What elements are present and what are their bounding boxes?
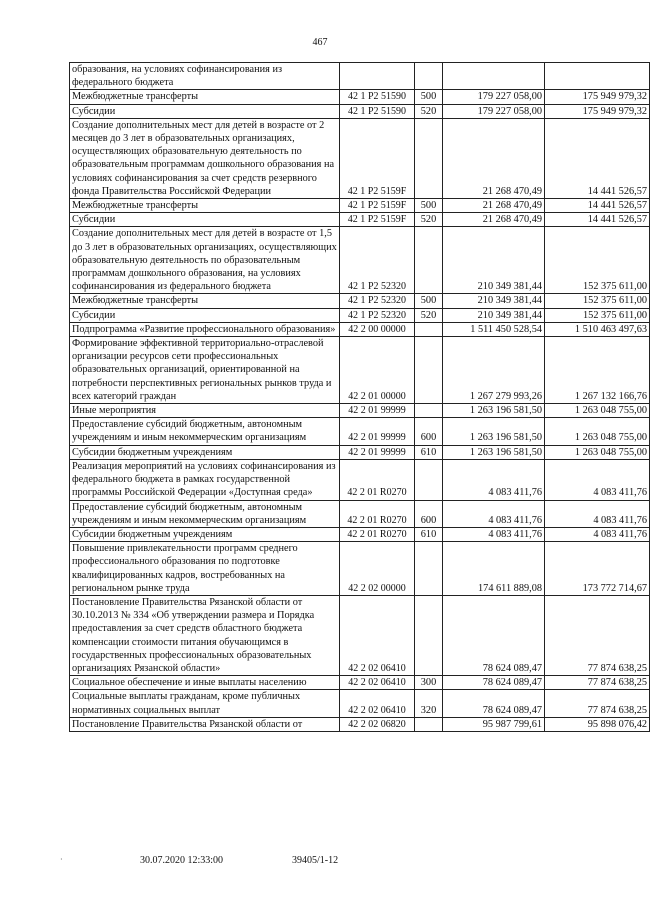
footer-date: 30.07.2020 12:33:00 (140, 855, 224, 866)
row-code-cell: 42 2 01 R0270 (340, 459, 415, 500)
row-amount-planned-cell: 1 263 196 581,50 (443, 404, 545, 418)
row-name-cell: Повышение привлекательности программ среднего профессионального образования по подготовке квалифицированных кадров, востребованных на региональном рынке труда (70, 542, 340, 596)
row-amount-actual-cell: 77 874 638,25 (545, 690, 650, 717)
row-expense-type-cell: 610 (415, 527, 443, 541)
row-amount-actual-cell: 4 083 411,76 (545, 527, 650, 541)
row-name-cell: Создание дополнительных мест для детей в возрасте от 1,5 до 3 лет в образовательных организациях, осуществляющих образовательную деятельность по образовательным программам дошкольного образования, на условиях софинансирования из федерального бюджета (70, 227, 340, 294)
row-expense-type-cell (415, 118, 443, 198)
row-amount-actual-cell: 14 441 526,57 (545, 118, 650, 198)
row-expense-type-cell (415, 595, 443, 675)
row-expense-type-cell: 500 (415, 294, 443, 308)
table-row (70, 199, 650, 213)
row-name-cell: Субсидии (70, 213, 340, 227)
row-expense-type-cell: 500 (415, 199, 443, 213)
row-code-cell: 42 2 01 99999 (340, 404, 415, 418)
row-expense-type-cell: 320 (415, 690, 443, 717)
table-row (70, 717, 650, 731)
row-amount-actual-cell: 14 441 526,57 (545, 199, 650, 213)
table-row (70, 104, 650, 118)
row-code-cell: 42 1 P2 52320 (340, 294, 415, 308)
row-code-cell: 42 1 P2 5159F (340, 199, 415, 213)
row-name-cell: Межбюджетные трансферты (70, 199, 340, 213)
row-amount-actual-cell: 152 375 611,00 (545, 294, 650, 308)
row-amount-planned-cell: 95 987 799,61 (443, 717, 545, 731)
table-row (70, 118, 650, 198)
row-code-cell: 42 1 P2 51590 (340, 90, 415, 104)
row-name-cell: Предоставление субсидий бюджетным, автономным учреждениям и иным некоммерческим организациям (70, 418, 340, 445)
row-expense-type-cell (415, 404, 443, 418)
row-amount-actual-cell: 152 375 611,00 (545, 308, 650, 322)
row-code-cell: 42 2 02 06820 (340, 717, 415, 731)
row-expense-type-cell: 520 (415, 213, 443, 227)
table-row (70, 322, 650, 336)
row-expense-type-cell: 520 (415, 308, 443, 322)
row-amount-planned-cell: 174 611 889,08 (443, 542, 545, 596)
row-amount-actual-cell: 77 874 638,25 (545, 676, 650, 690)
row-expense-type-cell (415, 322, 443, 336)
row-amount-actual-cell: 175 949 979,32 (545, 90, 650, 104)
footer-document-number: 39405/1-12 (292, 855, 339, 866)
row-amount-planned-cell: 21 268 470,49 (443, 199, 545, 213)
table-body (70, 63, 650, 732)
row-code-cell: 42 2 01 R0270 (340, 500, 415, 527)
row-amount-planned-cell: 78 624 089,47 (443, 690, 545, 717)
row-name-cell: Межбюджетные трансферты (70, 90, 340, 104)
row-name-cell: Социальные выплаты гражданам, кроме публичных нормативных социальных выплат (70, 690, 340, 717)
table-row (70, 308, 650, 322)
row-amount-planned-cell: 179 227 058,00 (443, 90, 545, 104)
row-amount-planned-cell: 21 268 470,49 (443, 213, 545, 227)
row-expense-type-cell (415, 337, 443, 404)
row-expense-type-cell: 600 (415, 500, 443, 527)
row-code-cell (340, 63, 415, 90)
table-row (70, 63, 650, 90)
row-code-cell: 42 2 01 99999 (340, 445, 415, 459)
row-name-cell: Социальное обеспечение и иные выплаты населению (70, 676, 340, 690)
row-name-cell: Субсидии бюджетным учреждениям (70, 445, 340, 459)
row-code-cell: 42 2 02 00000 (340, 542, 415, 596)
row-code-cell: 42 2 02 06410 (340, 595, 415, 675)
row-amount-actual-cell: 1 510 463 497,63 (545, 322, 650, 336)
row-expense-type-cell (415, 227, 443, 294)
row-amount-actual-cell: 152 375 611,00 (545, 227, 650, 294)
table-row (70, 527, 650, 541)
row-amount-actual-cell: 14 441 526,57 (545, 213, 650, 227)
row-amount-planned-cell: 210 349 381,44 (443, 308, 545, 322)
row-amount-planned-cell: 1 511 450 528,54 (443, 322, 545, 336)
row-code-cell: 42 1 P2 52320 (340, 308, 415, 322)
row-amount-planned-cell: 1 263 196 581,50 (443, 445, 545, 459)
row-amount-planned-cell: 78 624 089,47 (443, 595, 545, 675)
row-amount-actual-cell: 173 772 714,67 (545, 542, 650, 596)
table-row (70, 459, 650, 500)
row-code-cell: 42 2 01 R0270 (340, 527, 415, 541)
row-name-cell: Создание дополнительных мест для детей в возрасте от 2 месяцев до 3 лет в образовательных организациях, осуществляющих образовательную деятельность по образовательным программам дошкольного образования на условиях софинансирования за счет средств резервного фонда Правительства Российской Федерации (70, 118, 340, 198)
row-amount-actual-cell: 77 874 638,25 (545, 595, 650, 675)
row-amount-actual-cell: 1 267 132 166,76 (545, 337, 650, 404)
row-name-cell: Иные мероприятия (70, 404, 340, 418)
row-code-cell: 42 1 P2 52320 (340, 227, 415, 294)
row-amount-planned-cell: 78 624 089,47 (443, 676, 545, 690)
row-code-cell: 42 2 02 06410 (340, 690, 415, 717)
row-amount-actual-cell (545, 63, 650, 90)
table-row (70, 595, 650, 675)
row-name-cell: образования, на условиях софинансирования из федерального бюджета (70, 63, 340, 90)
row-amount-planned-cell: 21 268 470,49 (443, 118, 545, 198)
row-amount-actual-cell: 4 083 411,76 (545, 500, 650, 527)
table-row (70, 404, 650, 418)
table-row (70, 294, 650, 308)
row-amount-actual-cell: 1 263 048 755,00 (545, 404, 650, 418)
row-amount-planned-cell: 4 083 411,76 (443, 459, 545, 500)
row-code-cell: 42 2 02 06410 (340, 676, 415, 690)
row-amount-actual-cell: 175 949 979,32 (545, 104, 650, 118)
row-code-cell: 42 2 01 99999 (340, 418, 415, 445)
row-expense-type-cell (415, 717, 443, 731)
row-amount-actual-cell: 4 083 411,76 (545, 459, 650, 500)
row-expense-type-cell (415, 459, 443, 500)
row-name-cell: Субсидии бюджетным учреждениям (70, 527, 340, 541)
row-amount-planned-cell: 179 227 058,00 (443, 104, 545, 118)
row-amount-planned-cell: 1 263 196 581,50 (443, 418, 545, 445)
row-code-cell: 42 1 P2 5159F (340, 213, 415, 227)
row-name-cell: Подпрограмма «Развитие профессионального образования» (70, 322, 340, 336)
row-amount-actual-cell: 95 898 076,42 (545, 717, 650, 731)
row-expense-type-cell: 500 (415, 90, 443, 104)
row-amount-actual-cell: 1 263 048 755,00 (545, 445, 650, 459)
row-name-cell: Субсидии (70, 308, 340, 322)
row-expense-type-cell: 600 (415, 418, 443, 445)
row-expense-type-cell: 300 (415, 676, 443, 690)
table-row (70, 445, 650, 459)
table-row (70, 337, 650, 404)
row-name-cell: Постановление Правительства Рязанской области от 30.10.2013 № 334 «Об утверждении размера и Порядка предоставления за счет средств областного бюджета компенсации стоимости питания обучающимся в государственных профессиональных образовательных организациях Рязанской области» (70, 595, 340, 675)
table-row (70, 542, 650, 596)
row-name-cell: Реализация мероприятий на условиях софинансирования из федерального бюджета в рамках государственной программы Российской Федерации «Доступная среда» (70, 459, 340, 500)
row-expense-type-cell: 610 (415, 445, 443, 459)
row-amount-planned-cell (443, 63, 545, 90)
table-row (70, 500, 650, 527)
row-amount-planned-cell: 210 349 381,44 (443, 227, 545, 294)
row-amount-planned-cell: 1 267 279 993,26 (443, 337, 545, 404)
table-row (70, 227, 650, 294)
table-row (70, 418, 650, 445)
row-expense-type-cell (415, 542, 443, 596)
table-row (70, 213, 650, 227)
row-expense-type-cell (415, 63, 443, 90)
row-name-cell: Формирование эффективной территориально-отраслевой организации ресурсов сети профессиональных образовательных организаций, ориентированной на потребности перспективных региональных рынков труда и всех категорий граждан (70, 337, 340, 404)
row-name-cell: Постановление Правительства Рязанской области от (70, 717, 340, 731)
row-amount-planned-cell: 4 083 411,76 (443, 500, 545, 527)
budget-table (69, 62, 650, 732)
row-name-cell: Предоставление субсидий бюджетным, автономным учреждениям и иным некоммерческим организациям (70, 500, 340, 527)
row-expense-type-cell: 520 (415, 104, 443, 118)
table-row (70, 690, 650, 717)
table-row (70, 90, 650, 104)
row-amount-actual-cell: 1 263 048 755,00 (545, 418, 650, 445)
row-code-cell: 42 1 P2 5159F (340, 118, 415, 198)
row-code-cell: 42 1 P2 51590 (340, 104, 415, 118)
row-code-cell: 42 2 00 00000 (340, 322, 415, 336)
row-amount-planned-cell: 4 083 411,76 (443, 527, 545, 541)
page-number: 467 (312, 37, 328, 48)
row-name-cell: Субсидии (70, 104, 340, 118)
table-row (70, 676, 650, 690)
row-amount-planned-cell: 210 349 381,44 (443, 294, 545, 308)
footer-mark: · (60, 855, 63, 864)
row-name-cell: Межбюджетные трансферты (70, 294, 340, 308)
row-code-cell: 42 2 01 00000 (340, 337, 415, 404)
